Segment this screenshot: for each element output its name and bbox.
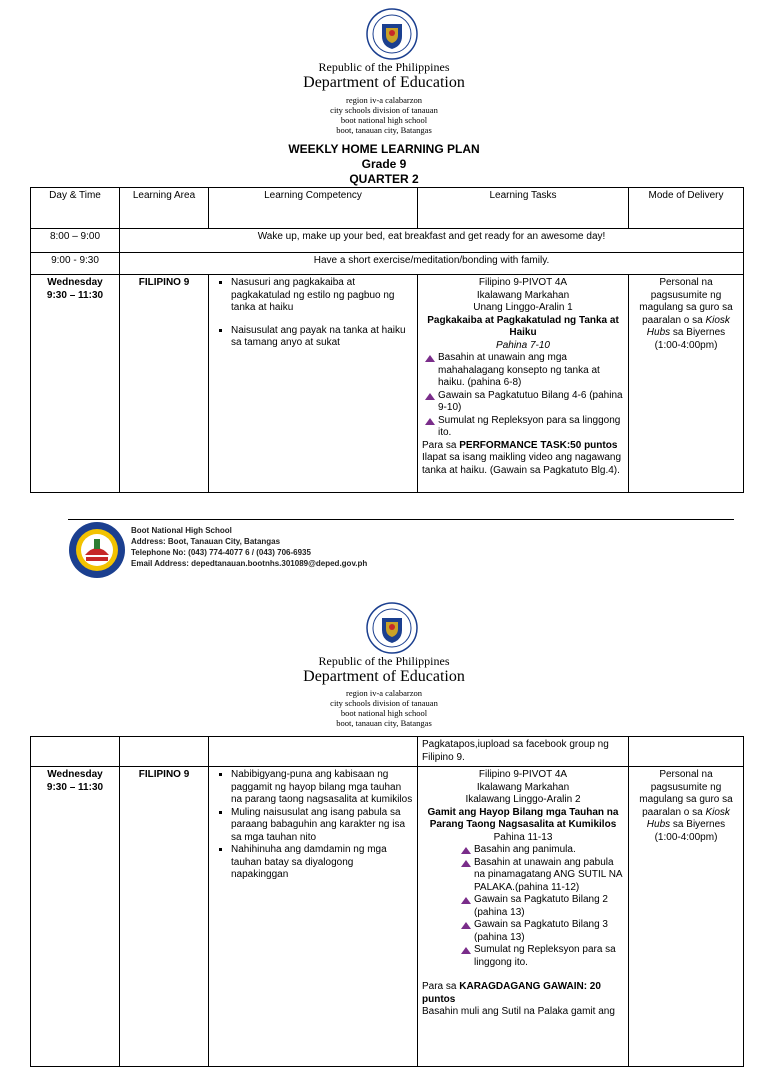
activity-cell: Have a short exercise/meditation/bonding with family. [120, 253, 744, 275]
division-text: city schools division of tanauan [330, 105, 438, 115]
performance-task [422, 440, 624, 453]
region-text: region iv-a calabarzon [346, 95, 422, 105]
header-day-time: Day & Time [31, 188, 120, 229]
competency-item: ▪ Muling naisusulat ang isang pabula sa paraang babaguhin ang karakter ng isa sa mga tauhan nito [231, 807, 413, 845]
empty-cell [209, 737, 418, 767]
delivery-cell [629, 275, 744, 493]
tasks-cell [418, 767, 629, 1067]
deped-seal-icon [366, 8, 418, 60]
footer-email: Email Address: depedtanauan.bootnhs.301089@deped.gov.ph [131, 559, 368, 568]
table-row [31, 229, 744, 253]
competency-item: ▪ Nahihinuha ang damdamin ng mga tauhan batay sa diyalogong napakinggan [231, 844, 413, 882]
task-item: Gawain sa Pagkatuto Bilang 2 (pahina 13) [474, 894, 624, 919]
header-learning-tasks: Learning Tasks [418, 188, 629, 229]
address-text: boot, tanauan city, Batangas [336, 718, 432, 728]
delivery-kiosk: Kiosk Hubs [646, 314, 730, 338]
task-page: Pahina 7-10 [496, 339, 550, 351]
table-row [31, 737, 744, 767]
activity-cell: Wake up, make up your bed, eat breakfast and get ready for an awesome day! [120, 229, 744, 253]
empty-cell [120, 737, 209, 767]
table-row [31, 767, 744, 1067]
header-mode-of-delivery: Mode of Delivery [629, 188, 744, 229]
plan-title: WEEKLY HOME LEARNING PLAN [288, 142, 480, 156]
day-time-cell [31, 767, 120, 1067]
republic-text: Republic of the Philippines [318, 654, 450, 668]
header-learning-competency: Learning Competency [209, 188, 418, 229]
extra-label: KARAGDAGANG GAWAIN: 20 puntos [422, 981, 601, 1005]
task-module: Filipino 9-PIVOT 4A [478, 769, 568, 780]
competency-cell [209, 767, 418, 1067]
school-text: boot national high school [340, 115, 428, 125]
footer-address: Address: Boot, Tanauan City, Batangas [131, 537, 281, 546]
task-module: Filipino 9-PIVOT 4A [478, 277, 568, 288]
grade-text: Grade 9 [361, 157, 407, 171]
extra-text: Basahin muli ang Sutil na Palaka gamit ang [422, 1006, 615, 1017]
republic-text: Republic of the Philippines [318, 60, 450, 74]
day-text: Wednesday [47, 277, 103, 288]
deped-seal-icon [366, 602, 418, 654]
performance-label: PERFORMANCE TASK:50 puntos [459, 439, 618, 451]
department-title: Department of Education [303, 668, 465, 685]
task-item: Sumulat ng Repleksyon para sa linggong ito. [474, 944, 624, 969]
footer-telephone: Telephone No: (043) 774-4077 6 / (043) 706-6935 [131, 548, 311, 557]
task-page: Pahina 11-13 [493, 831, 553, 843]
task-item: Gawain sa Pagkatuto Bilang 3 (pahina 13) [474, 919, 624, 944]
learning-area-cell: FILIPINO 9 [120, 275, 209, 493]
task-title: Gamit ang Hayop Bilang mga Tauhan na Parang Taong Nagsasalita at Kumikilos [427, 806, 619, 830]
day-time-cell [31, 275, 120, 493]
time-cell: 8:00 – 9:00 [31, 229, 120, 253]
delivery-cell [629, 767, 744, 1067]
table-row [31, 253, 744, 275]
table-row [31, 275, 744, 493]
delivery-time: (1:00-4:00pm) [654, 339, 718, 351]
task-item: Basahin at unawain ang pabula na pinamagatang ANG SUTIL NA PALAKA.(pahina 11-12) [474, 856, 623, 893]
empty-cell [629, 737, 744, 767]
task-week: Ikalawang Linggo-Aralin 2 [465, 794, 581, 805]
learning-plan-table-continued [30, 736, 744, 1067]
competency-cell [209, 275, 418, 493]
competency-item: ▪ Nabibigyang-puna ang kabisaan ng paggamit ng hayop bilang mga tauhan na parang taong nagsasalita at kumikilos [231, 769, 413, 807]
tasks-cell [418, 275, 629, 493]
school-logo-icon [68, 521, 126, 579]
task-quarter: Ikalawang Markahan [476, 289, 570, 301]
task-item: Sumulat ng Repleksyon para sa linggong ito. [438, 415, 624, 440]
quarter-text: QUARTER 2 [349, 172, 419, 186]
header-learning-area: Learning Area [120, 188, 209, 229]
learning-area-cell: FILIPINO 9 [120, 767, 209, 1067]
task-title: Pagkakaiba at Pagkakatulad ng Tanka at Haiku [427, 314, 619, 338]
department-title: Department of Education [303, 74, 465, 91]
school-text: boot national high school [340, 708, 428, 718]
competency-item: ▪ Naisusulat ang payak na tanka at haiku sa tamang anyo at sukat [231, 325, 413, 350]
competency-item: ▪ Nasusuri ang pagkakaiba at pagkakatulad ng estilo ng pagbuo ng tanka at haiku [231, 277, 413, 315]
footer-school: Boot National High School [131, 526, 232, 535]
extra-task [422, 981, 624, 1006]
extra-prefix: Para sa [422, 981, 460, 992]
time-text: 9:30 – 11:30 [46, 289, 104, 301]
task-item: Basahin ang panimula. [474, 844, 624, 857]
continued-task-cell: Pagkatapos,iupload sa facebook group ng Filipino 9. [418, 737, 629, 767]
task-item: Gawain sa Pagkatutuo Bilang 4-6 (pahina 9-10) [438, 389, 623, 413]
task-week: Unang Linggo-Aralin 1 [473, 302, 573, 313]
performance-prefix: Para sa [422, 439, 460, 451]
day-text: Wednesday [47, 769, 103, 780]
empty-cell [31, 737, 120, 767]
time-cell: 9:00 - 9:30 [31, 253, 120, 275]
division-text: city schools division of tanauan [330, 698, 438, 708]
table-header-row [31, 188, 744, 229]
time-text: 9:30 – 11:30 [46, 781, 104, 793]
delivery-text: Personal na pagsusumite ng magulang sa guro sa paaralan o sa [639, 277, 733, 326]
address-text: boot, tanauan city, Batangas [336, 125, 432, 135]
delivery-day: sa Biyernes [670, 819, 726, 830]
performance-text: Ilapat sa isang maikling video ang nagawang tanka at haiku. (Gawain sa Pagkatuto Blg.4). [422, 452, 622, 476]
delivery-kiosk: Kiosk Hubs [646, 806, 730, 830]
delivery-text: Personal na pagsusumite ng magulang sa guro sa paaralan o sa [639, 769, 733, 818]
task-item: Basahin at unawain ang mga mahahalagang konsepto ng tanka at haiku. (pahina 6-8) [438, 352, 624, 390]
footer-divider [68, 519, 734, 520]
region-text: region iv-a calabarzon [346, 688, 422, 698]
delivery-time: (1:00-4:00pm) [654, 831, 718, 843]
task-quarter: Ikalawang Markahan [476, 781, 570, 793]
delivery-day: sa Biyernes [670, 327, 726, 338]
learning-plan-table [30, 187, 744, 493]
